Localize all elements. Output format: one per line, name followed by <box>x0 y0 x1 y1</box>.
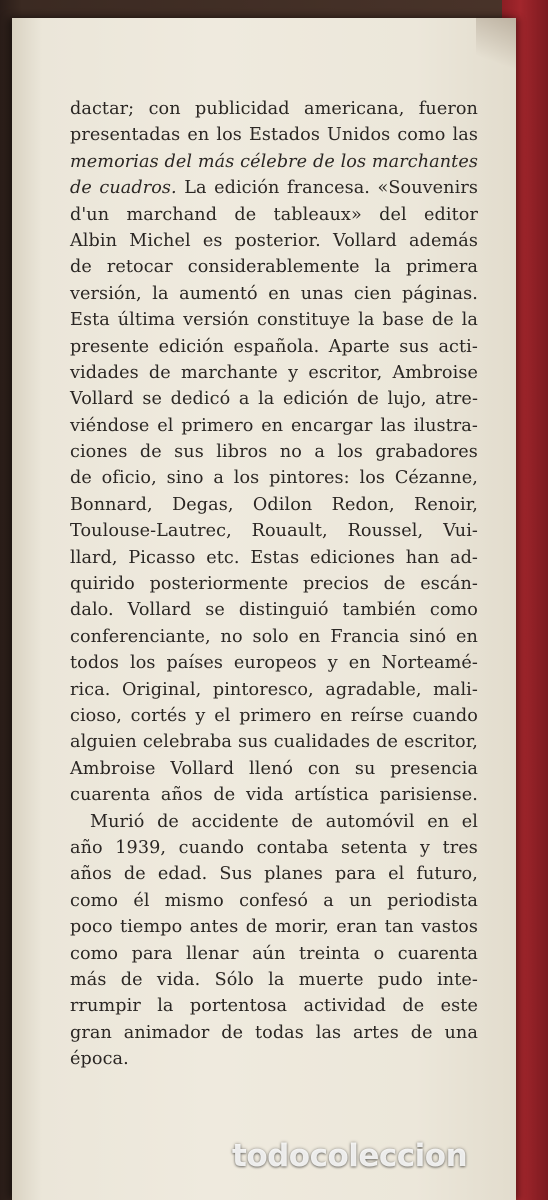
text-line <box>70 465 478 491</box>
word: Bonnard, <box>70 494 153 515</box>
word: vida. <box>156 969 201 990</box>
word: llenó <box>249 758 294 779</box>
word: etc. <box>206 547 240 568</box>
word: primero <box>181 415 254 436</box>
word: libros <box>216 442 268 463</box>
word: tiempo <box>120 917 183 938</box>
word: Unidos <box>327 125 391 146</box>
word: cuando <box>412 705 478 726</box>
word: considerablemente <box>187 257 360 278</box>
word: los <box>216 125 242 146</box>
word: y <box>420 837 431 858</box>
word: confesó <box>239 890 309 911</box>
word: con <box>148 99 181 119</box>
word: distinguió <box>238 600 329 621</box>
word: de <box>221 1022 244 1043</box>
word: publicidad <box>195 99 290 119</box>
word: Odilon <box>252 494 313 515</box>
word: cuando <box>178 837 245 858</box>
word: en <box>348 653 371 674</box>
word: o <box>373 943 385 964</box>
word: quirido <box>70 574 135 595</box>
word: rica. <box>70 679 111 700</box>
word: la <box>157 996 174 1017</box>
word: las <box>315 1022 342 1043</box>
word: vida <box>245 785 284 806</box>
word: sinó <box>409 626 447 647</box>
word: mali- <box>433 679 478 700</box>
word: encargar <box>291 415 373 436</box>
word: es <box>202 230 223 251</box>
word: a <box>323 890 334 911</box>
word: dalo. <box>70 600 114 621</box>
word: marchantes <box>371 151 478 172</box>
word: de <box>139 442 162 463</box>
word: aún <box>252 943 286 964</box>
word: un <box>349 890 372 911</box>
word: celebraba <box>142 732 232 753</box>
word: reírse <box>350 705 404 726</box>
text-line <box>70 888 478 914</box>
text-line <box>70 571 478 597</box>
word: tableaux» <box>273 204 362 225</box>
word: cioso, <box>70 705 122 726</box>
word: además <box>409 230 478 251</box>
word: pudo <box>377 969 423 990</box>
word: Sus <box>219 864 253 885</box>
word: vastos <box>421 917 478 938</box>
text-line <box>70 518 478 544</box>
word: parisiense. <box>379 785 478 806</box>
word: más <box>197 151 235 172</box>
word: retocar <box>106 257 173 278</box>
word: Toulouse-Lautrec, <box>70 521 232 542</box>
word: Ambroise <box>392 362 478 383</box>
word: acti- <box>438 336 478 357</box>
text-line <box>70 782 478 808</box>
word: sus <box>399 336 429 357</box>
text-line <box>70 1046 478 1072</box>
text-line <box>70 729 478 755</box>
watermark-logo: todocoleccion <box>232 1138 468 1174</box>
word: sus <box>237 732 268 753</box>
word: fueron <box>418 99 478 119</box>
word: presente <box>70 336 150 357</box>
text-line <box>70 386 478 412</box>
word: base <box>382 310 424 331</box>
word: de <box>123 864 146 885</box>
word: Estados <box>248 125 320 146</box>
word: Estas <box>250 547 300 568</box>
word: año <box>70 837 103 858</box>
word: en <box>268 283 291 304</box>
word: versión <box>183 310 250 331</box>
word: de <box>376 732 398 753</box>
word: poco <box>70 917 113 938</box>
word: llenar <box>186 943 239 964</box>
word: viéndose <box>70 415 150 436</box>
word: rrumpir <box>70 996 141 1017</box>
text-line <box>70 1020 478 1046</box>
word: animador <box>123 1022 210 1043</box>
word: y <box>195 705 206 726</box>
word: la <box>374 257 391 278</box>
word: su <box>354 758 376 779</box>
word: ciones <box>70 442 128 463</box>
word: La <box>184 178 207 199</box>
word: posteriormente <box>149 574 289 595</box>
text-line <box>70 360 478 386</box>
word: cien <box>353 283 392 304</box>
word: española. <box>233 336 320 357</box>
word: dactar; <box>70 99 135 119</box>
word: el <box>214 705 231 726</box>
word: artística <box>294 785 369 806</box>
word: de <box>70 468 92 489</box>
word: cuadros. <box>99 178 177 199</box>
word: artes <box>353 1022 399 1043</box>
word: en <box>298 626 321 647</box>
word: lujo, <box>387 389 427 410</box>
word: cualidades <box>273 732 371 753</box>
word: Rouault, <box>251 521 328 542</box>
word: el <box>461 811 478 832</box>
text-line <box>70 993 478 1019</box>
word: de <box>356 389 379 410</box>
text-line <box>70 228 478 254</box>
word: años <box>160 785 203 806</box>
word: y <box>327 653 338 674</box>
word: ediciones <box>310 547 396 568</box>
page-corner-shadow <box>476 18 516 78</box>
word: Vollard <box>127 600 192 621</box>
word: del <box>379 204 407 225</box>
text-line <box>70 122 478 148</box>
word: Ambroise <box>70 758 156 779</box>
word: memorias <box>70 151 159 172</box>
word: Michel <box>129 230 191 251</box>
word: tres <box>442 837 478 858</box>
word: de <box>148 362 171 383</box>
word: en <box>261 415 284 436</box>
word: todos <box>70 653 120 674</box>
text-line <box>70 650 478 676</box>
word: mismo <box>164 890 224 911</box>
word: con <box>307 758 340 779</box>
word: en <box>456 626 478 647</box>
word: tan <box>384 917 414 938</box>
word: presentadas <box>70 125 181 146</box>
word: constituye <box>257 310 351 331</box>
word: de <box>431 310 454 331</box>
word: primero <box>239 705 312 726</box>
word: grabadores <box>375 442 478 463</box>
word: todas <box>254 1022 304 1043</box>
word: pintoresco, <box>212 679 314 700</box>
word: en <box>427 811 450 832</box>
word: francesa. <box>286 178 370 199</box>
word: edad. <box>157 864 208 885</box>
word: Esta <box>70 310 110 331</box>
word: escritor, <box>308 362 383 383</box>
text-line <box>70 756 478 782</box>
word: oficio, <box>101 468 157 489</box>
word: también <box>342 600 417 621</box>
word: de <box>383 574 406 595</box>
word: Roussel, <box>347 521 424 542</box>
text-line <box>70 597 478 623</box>
word: edición <box>282 389 349 410</box>
word: accidente <box>191 811 279 832</box>
word: han <box>405 547 440 568</box>
word: marchante <box>180 362 278 383</box>
word: Murió <box>90 811 145 832</box>
word: como <box>397 125 446 146</box>
word: Vollard <box>170 758 235 779</box>
word: de <box>234 204 257 225</box>
word: ad- <box>449 547 478 568</box>
word: de <box>213 785 236 806</box>
word: Aparte <box>328 336 390 357</box>
word: se <box>205 600 225 621</box>
word: muerte <box>298 969 364 990</box>
word: cortés <box>130 705 187 726</box>
word: última <box>117 310 176 331</box>
text-line <box>70 809 478 835</box>
word: él <box>133 890 150 911</box>
word: setenta <box>340 837 408 858</box>
word: en <box>320 705 343 726</box>
word: aumentó <box>179 283 258 304</box>
word: primera <box>405 257 478 278</box>
text-line <box>70 202 478 228</box>
text-line <box>70 96 478 122</box>
word: gran <box>70 1022 112 1043</box>
word: portentosa <box>189 996 288 1017</box>
word: versión, <box>70 283 142 304</box>
text-line <box>70 861 478 887</box>
word: como <box>70 890 119 911</box>
word: d'un <box>70 204 110 225</box>
word: años <box>70 864 112 885</box>
word: edición <box>158 336 225 357</box>
word: el <box>157 415 174 436</box>
text-line <box>70 281 478 307</box>
word: posterior. <box>234 230 321 251</box>
word: antes <box>189 917 239 938</box>
word: en <box>187 125 210 146</box>
word: la <box>358 310 375 331</box>
word: alguien <box>70 732 137 753</box>
word: Francia <box>330 626 400 647</box>
text-line <box>70 545 478 571</box>
word: de <box>70 257 92 278</box>
text-line <box>70 967 478 993</box>
word: Renoir, <box>414 494 478 515</box>
word: para <box>334 864 377 885</box>
word: inte- <box>437 969 478 990</box>
word: del <box>164 151 193 172</box>
word: actividad <box>303 996 387 1017</box>
word: los <box>233 468 260 489</box>
text-line <box>70 175 478 201</box>
word: de <box>157 811 179 832</box>
word: la <box>268 969 285 990</box>
word: contaba <box>256 837 329 858</box>
word: los <box>340 151 367 172</box>
text-line <box>70 941 478 967</box>
word: como <box>429 600 478 621</box>
word: como <box>70 943 119 964</box>
word: futuro, <box>416 864 478 885</box>
word: periodista <box>387 890 478 911</box>
word: para <box>131 943 173 964</box>
word: el <box>388 864 405 885</box>
word: Cézanne, <box>394 468 478 489</box>
word: planes <box>264 864 323 885</box>
word: solo <box>252 626 289 647</box>
text-line <box>70 492 478 518</box>
word: de <box>410 1022 433 1043</box>
word: Albin <box>70 230 118 251</box>
word: páginas. <box>402 283 478 304</box>
word: unas <box>300 283 344 304</box>
word: escritor, <box>404 732 478 753</box>
word: a <box>213 468 224 489</box>
word: Vollard <box>70 389 134 410</box>
text-line <box>70 307 478 333</box>
word: presencia <box>390 758 478 779</box>
word: cuarenta <box>397 943 478 964</box>
word: sino <box>166 468 204 489</box>
word: a <box>314 442 325 463</box>
word: «Souvenirs <box>377 178 478 199</box>
word: de <box>402 996 425 1017</box>
text-line <box>70 439 478 465</box>
word: escán- <box>420 574 478 595</box>
word: automóvil <box>325 811 415 832</box>
word: la <box>152 283 169 304</box>
word: no <box>279 442 302 463</box>
word: editor <box>424 204 478 225</box>
word: ilustra- <box>413 415 478 436</box>
word: países <box>166 653 223 674</box>
word: agradable, <box>325 679 422 700</box>
word: Vui- <box>443 521 478 542</box>
word: época. <box>70 1049 129 1070</box>
word: eran <box>336 917 378 938</box>
text-line <box>70 334 478 360</box>
word: los <box>337 442 363 463</box>
word: la <box>461 310 478 331</box>
text-line <box>70 149 478 175</box>
word: las <box>380 415 406 436</box>
word: Degas, <box>172 494 234 515</box>
text-line <box>70 624 478 650</box>
word: precios <box>303 574 369 595</box>
word: los <box>359 468 386 489</box>
word: americana, <box>304 99 405 119</box>
word: cuarenta <box>70 785 151 806</box>
word: Vollard <box>333 230 397 251</box>
word: marchand <box>126 204 218 225</box>
text-line <box>70 413 478 439</box>
word: pintores: <box>269 468 350 489</box>
word: de <box>312 151 335 172</box>
word: una <box>444 1022 478 1043</box>
body-text <box>70 96 478 1072</box>
word: de <box>70 178 92 199</box>
word: 1939, <box>115 837 167 858</box>
word: más <box>70 969 107 990</box>
text-line <box>70 677 478 703</box>
word: sus <box>174 442 204 463</box>
word: vidades <box>70 362 139 383</box>
word: las <box>452 125 478 146</box>
word: dedicó <box>170 389 231 410</box>
word: Picasso <box>128 547 196 568</box>
word: los <box>130 653 156 674</box>
word: de <box>245 917 268 938</box>
word: de <box>120 969 143 990</box>
word: a <box>238 389 250 410</box>
word: se <box>142 389 163 410</box>
word: de <box>291 811 314 832</box>
word: atre- <box>435 389 478 410</box>
text-line <box>70 835 478 861</box>
word: europeos <box>233 653 317 674</box>
word: edición <box>214 178 280 199</box>
word: este <box>440 996 478 1017</box>
word: conferenciante, <box>70 626 211 647</box>
word: llard, <box>70 547 118 568</box>
word: Redon, <box>331 494 395 515</box>
word: la <box>258 389 275 410</box>
word: y <box>288 362 299 383</box>
word: Norteamé- <box>381 653 478 674</box>
word: treinta <box>299 943 361 964</box>
word: morir, <box>274 917 329 938</box>
text-line <box>70 914 478 940</box>
word: célebre <box>240 151 308 172</box>
word: no <box>220 626 243 647</box>
word: Original, <box>122 679 202 700</box>
text-line <box>70 703 478 729</box>
text-line <box>70 254 478 280</box>
word: Sólo <box>214 969 254 990</box>
